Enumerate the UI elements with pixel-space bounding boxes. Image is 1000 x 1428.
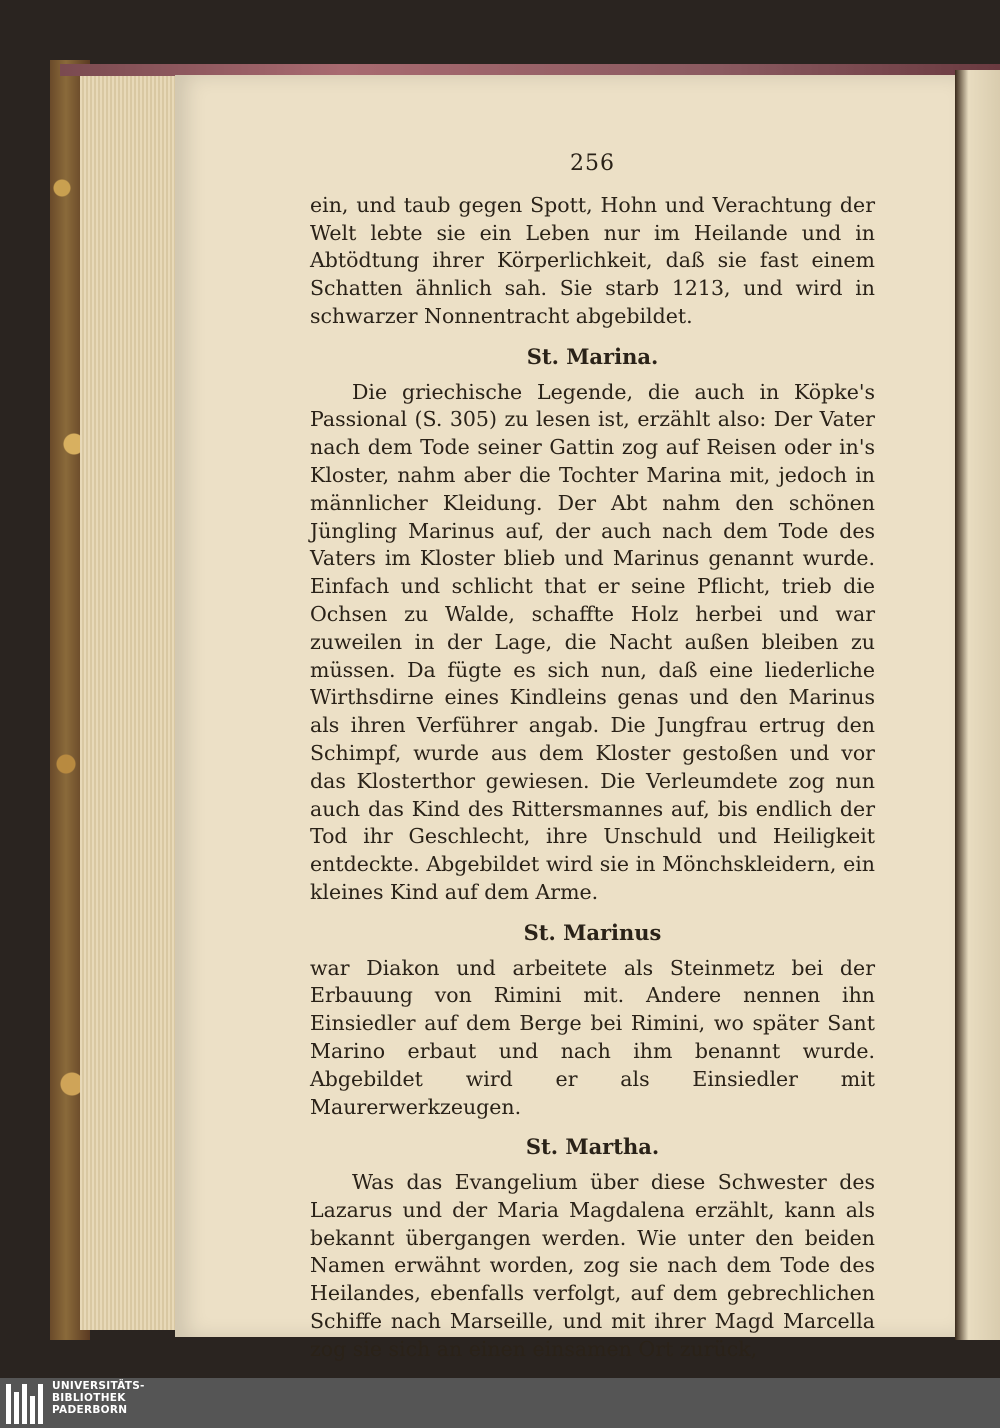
paragraph-st-marina: Die griechische Legende, die auch in Köpke's Passional (S. 305) zu lesen ist, erzählt also: Der Vater nach dem Tode seiner Gattin zog auf Reisen oder in's Kloster, nahm aber die Tochter Marina mit, jedoch in männlicher Kleidung. Der Abt nahm den schönen Jüngling Marinus auf, der auch nach dem Tode des Vaters im Kloster blieb und Marinus genannt wurde. Einfach und schlicht that er seine Pflicht, trieb die Ochsen zu Walde, schaffte Holz herbei und war zuweilen in der Lage, die Nacht außen bleiben zu müssen. Da fügte es sich nun, daß eine liederliche Wirthsdirne eines Kindleins genas und den Marinus als ihren Verführer angab. Die Jungfrau ertrug den Schimpf, wurde aus dem Kloster gestoßen und vor das Klosterthor gewiesen. Die Verleumdete zog nun auch das Kind des Rittersmannes auf, bis endlich der Tod ihr Geschlecht, ihre Unschuld und Heiligkeit entdeckte. Abgebildet wird sie in Mönchskleidern, ein kleines Kind auf dem Arme.: [310, 379, 875, 904]
paragraph-st-martha: Was das Evangelium über diese Schwester des Lazarus und der Maria Magdalena erzählt, kann als bekannt übergangen werden. Wie unter den beiden Namen erwähnt worden, zog sie nach dem Tode des Heilandes, ebenfalls verfolgt, auf dem gebrechlichen Schiffe nach Marseille, und mit ihrer Magd Marcella zog sie sich an einen einsamen Ort zurück,: [310, 1170, 875, 1361]
next-page-edge: [955, 70, 1000, 1340]
paragraph-st-marinus: war Diakon und arbeitete als Steinmetz bei der Erbauung von Rimini mit. Andere nennen ihn Einsiedler auf dem Berge bei Rimini, wo später Sant Marino erbaut und nach ihm benannt wurde. Abgebildet wird er als Einsiedler mit Maurerwerkzeugen.: [310, 955, 875, 1119]
footer-bar: [0, 1378, 1000, 1428]
heading-st-marinus: St. Marinus: [523, 919, 662, 945]
library-name-line3: PADERBORN: [52, 1404, 128, 1416]
page-content: [310, 150, 875, 1364]
library-name-line1: UNIVERSITÄTS-: [52, 1380, 145, 1392]
library-logo-icon: [6, 1382, 46, 1424]
page-edges: [80, 70, 180, 1330]
page-number: 256: [570, 151, 615, 176]
library-name-line2: BIBLIOTHEK: [52, 1392, 126, 1404]
library-name: [52, 1380, 145, 1416]
heading-st-marina: St. Marina.: [526, 343, 659, 369]
paragraph-intro: ein, und taub gegen Spott, Hohn und Verachtung der Welt lebte sie ein Leben nur im Heilande und in Abtödtung ihrer Körperlichkeit, daß sie fast einem Schatten ähnlich sah. Sie starb 1213, und wird in schwarzer Nonnentracht abgebildet.: [310, 192, 875, 328]
heading-st-martha: St. Martha.: [525, 1134, 660, 1160]
